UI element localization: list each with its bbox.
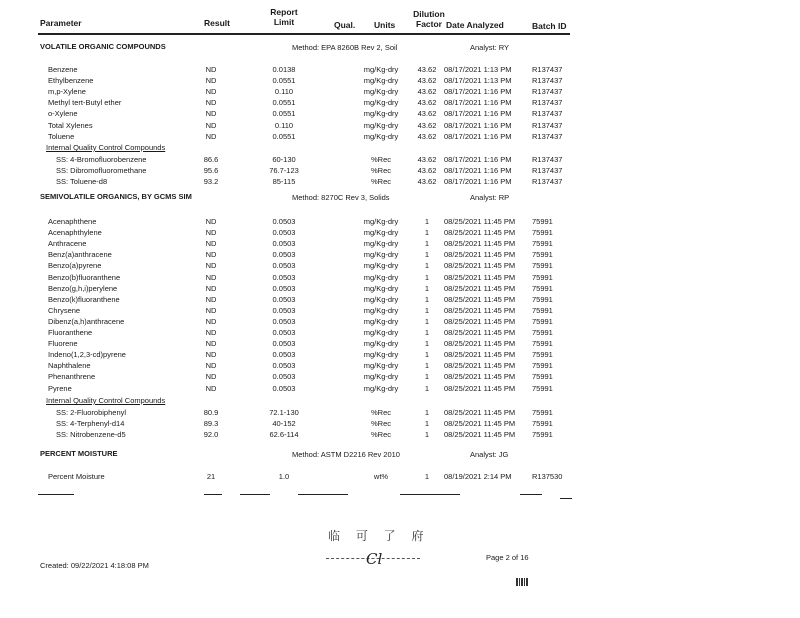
row-date: 08/17/2021 1:13 PM [444,76,512,86]
row-limit: 0.0503 [272,228,296,238]
row-batch: 75991 [532,228,553,238]
row-df: 1 [424,361,430,371]
row-units: mg/Kg-dry [363,239,399,249]
row-date: 08/25/2021 11:45 PM [444,283,516,293]
row-df: 1 [424,272,430,282]
section-method: Method: EPA 8260B Rev 2, Soil [292,43,398,52]
handwritten-note: 临 可 了 府 [328,529,430,543]
row-name: Acenaphthene [48,217,97,226]
row-units: mg/Kg-dry [363,283,399,293]
row-result: 21 [206,472,216,481]
qc-row-result: 80.9 [203,408,219,417]
qc-row-units: %Rec [370,166,391,176]
row-limit: 0.0503 [272,350,296,360]
col-batch-id: Batch ID [532,21,567,31]
qc-row-name: SS: Dibromofluoromethane [56,166,147,176]
row-date: 08/25/2021 11:45 PM [444,361,516,371]
row-units: mg/Kg-dry [363,339,399,349]
qc-row-result: 95.6 [203,166,219,176]
row-df: 1 [424,328,430,337]
row-date: 08/17/2021 1:16 PM [444,98,512,108]
row-limit: 0.110 [274,87,294,97]
barcode-icon [516,578,528,586]
section-method: Method: ASTM D2216 Rev 2010 [292,450,400,459]
row-date: 08/25/2021 11:45 PM [444,272,516,282]
row-batch: R137530 [532,472,563,481]
row-name: Benzo(a)pyrene [48,261,102,271]
row-batch: 75991 [532,316,553,326]
row-limit: 0.0551 [272,109,296,119]
footer-rule-1 [38,494,74,495]
row-limit: 0.0503 [272,339,296,349]
footer-rule-5 [400,494,460,495]
col-result: Result [204,18,230,28]
row-units: mg/Kg-dry [363,305,399,315]
qc-title: Internal Quality Control Compounds [46,396,166,405]
row-batch: 75991 [532,250,553,260]
row-df: 1 [424,305,430,315]
row-limit: 0.0503 [272,305,296,315]
qc-row-units: %Rec [370,430,391,440]
col-report-limit-1: Report [270,7,298,17]
col-qual: Qual. [334,20,356,30]
row-limit: 0.0503 [272,372,296,382]
row-name: Acenaphthylene [48,228,102,238]
row-df: 1 [424,294,430,304]
row-limit: 0.0503 [272,261,296,271]
row-df: 43.62 [417,120,437,130]
row-df: 43.62 [417,87,437,97]
col-parameter: Parameter [40,18,82,28]
row-batch: 75991 [532,283,553,293]
row-units: mg/Kg-dry [363,350,399,360]
qc-row-batch: R137437 [532,155,563,164]
row-date: 08/19/2021 2:14 PM [444,472,512,481]
row-df: 43.62 [417,109,437,119]
qc-row-date: 08/25/2021 11:45 PM [444,430,516,440]
qc-row-batch: R137437 [532,177,563,187]
qc-row-df: 1 [424,430,430,440]
row-df: 1 [424,261,430,271]
footer-rule-4 [298,494,348,495]
row-result: ND [205,98,217,108]
row-units: mg/Kg-dry [363,328,399,337]
row-date: 08/25/2021 11:45 PM [444,350,516,360]
row-df: 1 [424,283,430,293]
row-units: mg/Kg-dry [363,109,399,119]
qc-row-df: 43.62 [417,177,437,187]
row-units: mg/Kg-dry [363,87,399,97]
row-limit: 0.0503 [272,328,296,337]
row-df: 1 [424,339,430,349]
qc-row-date: 08/25/2021 11:45 PM [444,419,516,429]
row-batch: 75991 [532,272,553,282]
row-batch: 75991 [532,217,553,226]
row-limit: 0.0503 [272,383,296,393]
row-batch: R137437 [532,87,563,97]
row-df: 1 [424,472,430,481]
row-name: Fluoranthene [48,328,93,337]
qc-row-units: %Rec [370,155,391,164]
row-units: mg/Kg-dry [363,372,399,382]
row-name: Total Xylenes [48,120,93,130]
row-result: ND [205,250,217,260]
row-date: 08/25/2021 11:45 PM [444,261,516,271]
row-limit: 0.110 [274,120,294,130]
col-report-limit-2: Limit [273,17,295,27]
footer-rule-7 [560,498,572,499]
row-batch: 75991 [532,305,553,315]
row-name: Methyl tert-Butyl ether [48,98,122,108]
row-result: ND [205,217,217,226]
qc-row-units: %Rec [370,177,391,187]
row-df: 43.62 [417,98,437,108]
row-limit: 0.0503 [272,250,296,260]
qc-row-name: SS: Toluene-d8 [56,177,108,187]
row-limit: 0.0551 [272,98,296,108]
row-units: wt% [373,472,389,481]
qc-row-name: SS: 4-Bromofluorobenzene [56,155,147,164]
row-date: 08/17/2021 1:16 PM [444,87,512,97]
row-units: mg/Kg-dry [363,131,399,141]
row-date: 08/25/2021 11:45 PM [444,383,516,393]
qc-row-limit: 76.7-123 [269,166,299,176]
qc-row-limit: 85-115 [272,177,296,187]
row-batch: R137437 [532,131,563,141]
row-result: ND [205,120,217,130]
row-limit: 0.0551 [272,131,296,141]
row-batch: R137437 [532,65,563,74]
row-name: Dibenz(a,h)anthracene [48,316,125,326]
row-name: Phenanthrene [48,372,96,382]
row-date: 08/25/2021 11:45 PM [444,372,516,382]
row-units: mg/Kg-dry [363,272,399,282]
qc-row-result: 89.3 [203,419,219,429]
qc-row-limit: 60-130 [272,155,296,164]
row-result: ND [205,328,217,337]
row-batch: 75991 [532,372,553,382]
row-result: ND [205,228,217,238]
row-date: 08/17/2021 1:13 PM [444,65,512,74]
row-limit: 0.0503 [272,361,296,371]
row-df: 1 [424,217,430,226]
row-units: mg/Kg-dry [363,65,399,74]
row-df: 1 [424,350,430,360]
qc-row-batch: 75991 [532,430,553,440]
row-batch: R137437 [532,76,563,86]
qc-row-df: 43.62 [417,155,437,164]
section-analyst: Analyst: JG [470,450,509,459]
section-analyst: Analyst: RP [470,193,510,202]
row-units: mg/Kg-dry [363,261,399,271]
row-name: Benzene [48,65,78,74]
qc-row-result: 92.0 [203,430,219,440]
row-date: 08/25/2021 11:45 PM [444,328,516,337]
section-analyst: Analyst: RY [470,43,510,52]
row-name: Fluorene [48,339,78,349]
row-name: Naphthalene [48,361,91,371]
row-date: 08/25/2021 11:45 PM [444,250,516,260]
row-date: 08/25/2021 11:45 PM [444,239,516,249]
row-date: 08/25/2021 11:45 PM [444,316,516,326]
row-limit: 0.0503 [272,272,296,282]
qc-title: Internal Quality Control Compounds [46,143,166,152]
qc-row-date: 08/17/2021 1:16 PM [444,155,512,164]
row-df: 1 [424,383,430,393]
row-units: mg/Kg-dry [363,98,399,108]
row-result: ND [205,361,217,371]
row-date: 08/17/2021 1:16 PM [444,109,512,119]
row-result: ND [205,76,217,86]
col-units: Units [374,20,396,30]
row-df: 43.62 [417,76,437,86]
row-limit: 0.0503 [272,294,296,304]
row-name: Pyrene [48,383,72,393]
row-result: ND [205,272,217,282]
row-date: 08/25/2021 11:45 PM [444,305,516,315]
row-limit: 0.0503 [272,283,296,293]
row-df: 1 [424,228,430,238]
qc-row-units: %Rec [370,419,391,429]
section-title: SEMIVOLATILE ORGANICS, BY GCMS SIM [40,192,192,201]
footer-rule-2 [204,494,222,495]
row-result: ND [205,239,217,249]
qc-row-batch: R137437 [532,166,563,176]
qc-row-date: 08/25/2021 11:45 PM [444,408,516,417]
row-result: ND [205,261,217,271]
row-date: 08/25/2021 11:45 PM [444,339,516,349]
row-batch: R137437 [532,109,563,119]
qc-row-name: SS: Nitrobenzene-d5 [56,430,126,440]
row-result: ND [205,283,217,293]
row-batch: 75991 [532,339,553,349]
qc-row-result: 93.2 [203,177,219,187]
row-units: mg/Kg-dry [363,316,399,326]
qc-row-df: 1 [424,408,430,417]
row-df: 1 [424,316,430,326]
row-name: Toluene [48,131,75,141]
qc-row-batch: 75991 [532,419,553,429]
qc-row-df: 43.62 [417,166,437,176]
qc-row-df: 1 [424,419,430,429]
row-date: 08/17/2021 1:16 PM [444,131,512,141]
section-method: Method: 8270C Rev 3, Solids [292,193,390,202]
row-batch: 75991 [532,261,553,271]
row-df: 1 [424,239,430,249]
row-result: ND [205,87,217,97]
row-result: ND [205,65,217,74]
row-batch: 75991 [532,294,553,304]
col-date-analyzed: Date Analyzed [446,20,504,30]
row-limit: 1.0 [278,472,290,481]
row-batch: R137437 [532,98,563,108]
row-batch: 75991 [532,383,553,393]
row-batch: 75991 [532,328,553,337]
section-title: VOLATILE ORGANIC COMPOUNDS [40,42,166,51]
qc-row-result: 86.6 [203,155,219,164]
row-name: Indeno(1,2,3-cd)pyrene [48,350,126,360]
row-name: Benzo(k)fluoranthene [48,294,120,304]
row-name: m,p-Xylene [48,87,86,97]
created-timestamp: Created: 09/22/2021 4:18:08 PM [40,561,149,570]
row-result: ND [205,305,217,315]
row-result: ND [205,339,217,349]
signature: Cl [366,550,383,568]
row-result: ND [205,131,217,141]
col-dilution-2: Factor [416,19,442,29]
row-date: 08/25/2021 11:45 PM [444,217,516,226]
row-date: 08/25/2021 11:45 PM [444,228,516,238]
qc-row-date: 08/17/2021 1:16 PM [444,177,512,187]
row-result: ND [205,350,217,360]
row-result: ND [205,383,217,393]
row-result: ND [205,109,217,119]
row-units: mg/Kg-dry [363,217,399,226]
row-result: ND [205,294,217,304]
row-batch: 75991 [532,239,553,249]
row-name: Percent Moisture [48,472,105,481]
qc-row-units: %Rec [370,408,391,417]
section-title: PERCENT MOISTURE [40,449,118,458]
qc-row-limit: 40-152 [272,419,296,429]
row-limit: 0.0503 [272,217,296,226]
row-result: ND [205,372,217,382]
row-batch: R137437 [532,120,563,130]
row-result: ND [205,316,217,326]
row-name: Ethylbenzene [48,76,94,86]
row-name: Benzo(b)fluoranthene [48,272,121,282]
footer-rule-6 [520,494,542,495]
row-units: mg/Kg-dry [363,120,399,130]
footer-rule-3 [240,494,270,495]
row-name: Anthracene [48,239,87,249]
row-name: Chrysene [48,305,81,315]
row-name: o-Xylene [48,109,78,119]
row-limit: 0.0503 [272,316,296,326]
row-name: Benzo(g,h,i)perylene [48,283,118,293]
qc-row-limit: 72.1-130 [269,408,299,417]
row-limit: 0.0138 [272,65,296,74]
row-units: mg/Kg-dry [363,383,399,393]
qc-row-batch: 75991 [532,408,553,417]
row-date: 08/25/2021 11:45 PM [444,294,516,304]
col-dilution-1: Dilution [413,9,445,19]
qc-row-name: SS: 4-Terphenyl-d14 [56,419,125,429]
page-number: Page 2 of 16 [486,553,529,562]
row-units: mg/Kg-dry [363,250,399,260]
row-units: mg/Kg-dry [363,76,399,86]
row-df: 43.62 [417,65,437,74]
row-units: mg/Kg-dry [363,294,399,304]
row-df: 1 [424,372,430,382]
row-df: 43.62 [417,131,437,141]
qc-row-limit: 62.6-114 [269,430,299,440]
row-limit: 0.0503 [272,239,296,249]
row-units: mg/Kg-dry [363,228,399,238]
qc-row-date: 08/17/2021 1:16 PM [444,166,512,176]
header-divider [38,33,570,35]
row-batch: 75991 [532,361,553,371]
row-limit: 0.0551 [272,76,296,86]
row-date: 08/17/2021 1:16 PM [444,120,512,130]
row-df: 1 [424,250,430,260]
qc-row-name: SS: 2-Fluorobiphenyl [56,408,127,417]
row-units: mg/Kg-dry [363,361,399,371]
row-name: Benz(a)anthracene [48,250,112,260]
row-batch: 75991 [532,350,553,360]
